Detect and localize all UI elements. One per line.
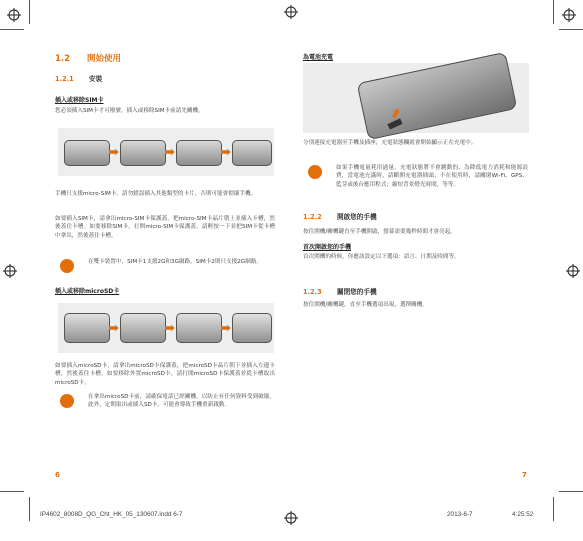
arrow-icon bbox=[165, 325, 175, 331]
charge-paragraph-1: 分別連接充電器至手機及插座，充電狀態欄就會開始顯示正在充電中。 bbox=[303, 140, 477, 146]
phone-image bbox=[232, 313, 272, 343]
registration-mark-bottom-center bbox=[284, 510, 298, 524]
sim-heading: 插入或移除SIM卡 bbox=[55, 97, 104, 104]
phone-image bbox=[176, 140, 222, 166]
subsection-heading bbox=[303, 286, 377, 296]
first-time-paragraph: 首次開機的時候，你應該設定以下選項：語言、日期及時間等。 bbox=[303, 254, 460, 260]
crop-mark bbox=[559, 29, 583, 30]
tip-icon bbox=[60, 394, 74, 408]
charge-tip: 如果手機電量耗用過量，充電狀態將不會跳動的，為降低電力消耗和能源浪費，當電池充滿時，請斷開充電器插頭；不在使用時，請關閉Wi-Fi、GPS、藍芽或後台應用程式；縮短背景燈光時間，等等。 bbox=[336, 165, 528, 188]
crop-mark bbox=[0, 29, 24, 30]
subsection-title: 關閉您的手機 bbox=[337, 288, 377, 296]
microsd-illustration bbox=[58, 303, 274, 353]
tip-icon bbox=[60, 259, 74, 273]
power-on-paragraph: 按住開機/關機鍵直至手機開啟，螢幕需要幾秒時間才會亮起。 bbox=[303, 229, 456, 235]
arrow-icon bbox=[221, 149, 231, 155]
sim-tip: 在雙卡裝置中，SIM卡1支援2G和3G網路，SIM卡2則只支援2G網路。 bbox=[88, 259, 262, 265]
page-number-left: 6 bbox=[55, 471, 60, 479]
phone-image bbox=[232, 140, 272, 166]
charge-heading: 為電池充電 bbox=[303, 54, 334, 61]
crop-mark bbox=[559, 491, 583, 492]
phone-image bbox=[64, 313, 110, 343]
footer-date: 2013-6-7 bbox=[447, 511, 473, 518]
subsection-heading bbox=[303, 211, 377, 221]
crop-mark bbox=[29, 497, 30, 521]
subsection-title: 安裝 bbox=[89, 75, 103, 83]
crop-mark bbox=[29, 0, 30, 24]
subsection-title: 開啟您的手機 bbox=[337, 213, 377, 221]
arrow-icon bbox=[109, 149, 119, 155]
phone-image bbox=[120, 140, 166, 166]
registration-mark-right bbox=[566, 263, 580, 277]
footer-time: 4:25:52 bbox=[512, 511, 534, 518]
footer-filename: IP4602_8008D_QG_Cht_HK_05_130607.indd 6-7 bbox=[40, 511, 183, 518]
phone-image bbox=[176, 313, 222, 343]
crop-mark bbox=[0, 491, 24, 492]
subsection-number: 1.2.2 bbox=[303, 213, 322, 221]
sim-paragraph-2: 如要插入SIM卡，請拿出micro-SIM卡保護蓋，把micro-SIM卡晶片朝上並插入卡槽，然後蓋住卡槽。如要移除SIM卡，打開micro-SIM卡保護蓋，請輕按一下並把SIM卡從卡槽中拿出，然後蓋住卡槽。 bbox=[55, 216, 275, 239]
microsd-heading: 插入或移除microSD卡 bbox=[55, 288, 120, 295]
tip-icon bbox=[308, 165, 322, 179]
subsection-number: 1.2.1 bbox=[55, 75, 74, 83]
registration-mark-top-left bbox=[7, 7, 21, 21]
microsd-tip: 在拿出microSD卡前，請確保電話已經關機，以防止有任何資料受到破壞。此外，定期取出或插入SD卡，可能會導致手機重新啟動。 bbox=[88, 394, 275, 409]
crop-mark bbox=[553, 497, 554, 521]
first-time-heading: 首次開啟您的手機 bbox=[303, 244, 352, 251]
subsection-heading bbox=[55, 73, 102, 83]
phone-image bbox=[120, 313, 166, 343]
registration-mark-top-center bbox=[284, 4, 298, 18]
phone-image bbox=[357, 52, 518, 140]
section-title: 開始使用 bbox=[87, 54, 122, 64]
section-heading bbox=[55, 52, 121, 64]
crop-mark bbox=[553, 0, 554, 24]
microsd-paragraph-1: 如要插入microSD卡，請拿出microSD卡保護蓋，把microSD卡晶片朝下並插入左邊卡槽，然後蓋住卡槽。如要移除外置microSD卡，請打開microSD卡保護蓋並從卡槽取出microSD卡。 bbox=[55, 363, 275, 386]
charging-illustration bbox=[303, 63, 529, 133]
power-off-paragraph: 按住開機/關機鍵，直至手機選項出現，選擇關機。 bbox=[303, 302, 428, 308]
subsection-number: 1.2.3 bbox=[303, 288, 322, 296]
arrow-icon bbox=[221, 325, 231, 331]
sim-illustration bbox=[58, 128, 274, 176]
arrow-icon bbox=[165, 149, 175, 155]
phone-image bbox=[64, 140, 110, 166]
arrow-icon bbox=[109, 325, 119, 331]
registration-mark-top-right bbox=[562, 7, 576, 21]
sim-paragraph-1: 手機只支援micro-SIM卡。請勿錯誤插入其他類型的卡片，否則可能會損壞手機。 bbox=[55, 191, 257, 197]
sim-intro: 您必須插入SIM卡才可撥號。插入或移除SIM卡前請先關機。 bbox=[55, 108, 204, 114]
registration-mark-left bbox=[3, 263, 17, 277]
section-number: 1.2 bbox=[55, 54, 71, 64]
page-number-right: 7 bbox=[522, 471, 527, 479]
